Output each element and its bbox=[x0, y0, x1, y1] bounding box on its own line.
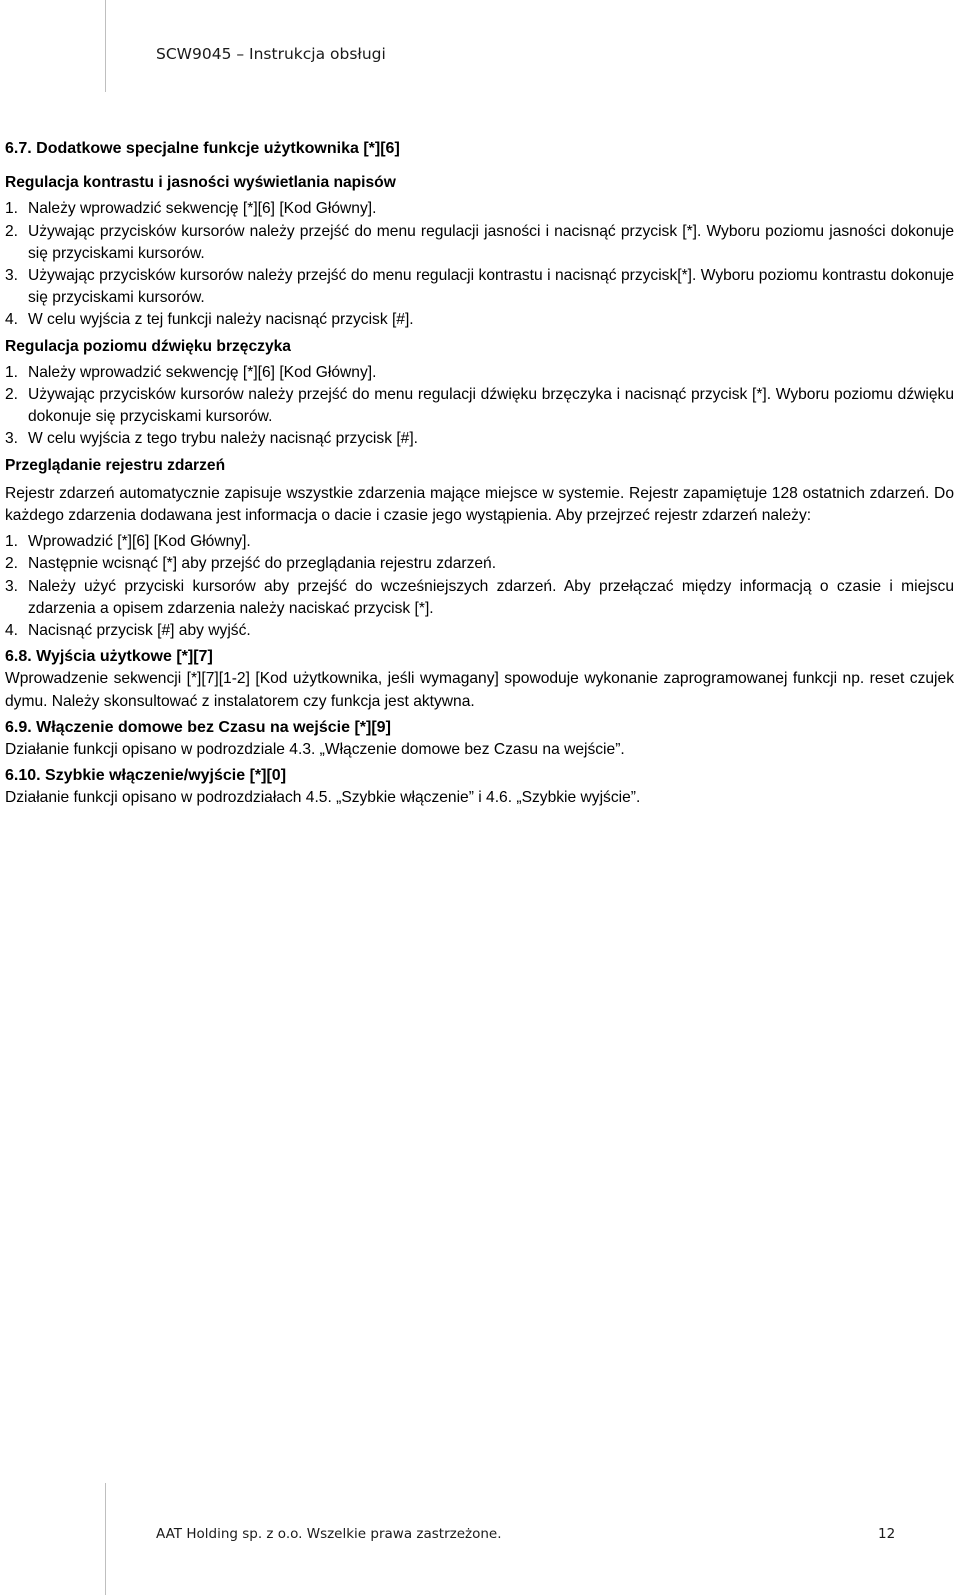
contrast-heading: Regulacja kontrastu i jasności wyświetlania napisów bbox=[5, 174, 396, 192]
header-divider bbox=[105, 0, 106, 92]
section-6-8-body: Wprowadzenie sekwencji [*][7][1-2] [Kod użytkownika, jeśli wymagany] spowoduje wykonanie zaprogramowanej funkcji np. reset czujek dymu. Należy skonsultować z instalatorem czy funkcja jest aktywna. bbox=[5, 670, 954, 710]
list-text: Należy wprowadzić sekwencję [*][6] [Kod Główny]. bbox=[28, 363, 377, 381]
list-number: 3. bbox=[5, 577, 19, 595]
list-number: 1. bbox=[5, 200, 19, 218]
list-item bbox=[5, 531, 954, 553]
list-item bbox=[5, 384, 954, 428]
page-content bbox=[5, 138, 954, 810]
list-item bbox=[5, 553, 954, 575]
section-6-7-heading: 6.7. Dodatkowe specjalne funkcje użytkownika [*][6] bbox=[5, 140, 400, 157]
list-item bbox=[5, 362, 954, 384]
event-log-heading: Przeglądanie rejestru zdarzeń bbox=[5, 456, 226, 474]
list-text: Używając przycisków kursorów należy przejść do menu regulacji jasności i nacisnąć przycisk [*]. Wyboru poziomu jasności dokonuje się przyciskami kursorów. bbox=[28, 222, 954, 262]
list-text: W celu wyjścia z tej funkcji należy nacisnąć przycisk [#]. bbox=[28, 311, 414, 329]
event-log-intro: Rejestr zdarzeń automatycznie zapisuje wszystkie zdarzenia mające miejsce w systemie. Rejestr zapamiętuje 128 ostatnich zdarzeń. Do każdego zdarzenia dodawana jest informacja o dacie i czasie jego wystąpienia. Aby przejrzeć rejestr zdarzeń należy: bbox=[5, 484, 954, 525]
list-text: Następnie wcisnąć [*] aby przejść do przeglądania rejestru zdarzeń. bbox=[28, 555, 497, 573]
list-text: Używając przycisków kursorów należy przejść do menu regulacji dźwięku brzęczyka i nacisnąć przycisk [*]. Wyboru poziomu dźwięku dokonuje się przyciskami kursorów. bbox=[28, 386, 954, 426]
page-number: 12 bbox=[878, 1526, 896, 1542]
list-text: Nacisnąć przycisk [#] aby wyjść. bbox=[28, 622, 251, 640]
buzzer-heading: Regulacja poziomu dźwięku brzęczyka bbox=[5, 337, 291, 355]
list-item bbox=[5, 576, 954, 620]
list-item bbox=[5, 265, 954, 309]
section-6-10-body: Działanie funkcji opisano w podrozdziałach 4.5. „Szybkie włączenie” i 4.6. „Szybkie wyjście”. bbox=[5, 789, 641, 807]
list-item bbox=[5, 620, 954, 642]
document-title: SCW9045 – Instrukcja obsługi bbox=[156, 45, 386, 63]
section-6-9-heading: 6.9. Włączenie domowe bez Czasu na wejście [*][9] bbox=[5, 718, 391, 736]
footer-divider bbox=[105, 1483, 106, 1595]
list-number: 1. bbox=[5, 533, 19, 551]
list-item bbox=[5, 198, 954, 220]
list-number: 3. bbox=[5, 267, 19, 285]
list-number: 1. bbox=[5, 363, 19, 381]
section-6-8-heading: 6.8. Wyjścia użytkowe [*][7] bbox=[5, 648, 213, 666]
list-item bbox=[5, 428, 954, 450]
list-number: 4. bbox=[5, 311, 19, 329]
list-text: Wprowadzić [*][6] [Kod Główny]. bbox=[28, 533, 251, 551]
list-text: Należy użyć przyciski kursorów aby przejść do wcześniejszych zdarzeń. Aby przełączać między informacją o czasie i miejscu zdarzenia a opisem zdarzenia należy naciskać przycisk [*]. bbox=[28, 577, 954, 617]
section-6-10-heading: 6.10. Szybkie włączenie/wyjście [*][0] bbox=[5, 767, 287, 785]
list-text: Należy wprowadzić sekwencję [*][6] [Kod Główny]. bbox=[28, 200, 377, 218]
footer-copyright: AAT Holding sp. z o.o. Wszelkie prawa zastrzeżone. bbox=[156, 1526, 502, 1542]
list-item bbox=[5, 221, 954, 265]
list-text: Używając przycisków kursorów należy przejść do menu regulacji kontrastu i nacisnąć przycisk[*]. Wyboru poziomu kontrastu dokonuje się przyciskami kursorów. bbox=[28, 267, 954, 307]
list-number: 2. bbox=[5, 555, 19, 573]
list-number: 2. bbox=[5, 386, 19, 404]
list-number: 4. bbox=[5, 622, 19, 640]
list-text: W celu wyjścia z tego trybu należy nacisnąć przycisk [#]. bbox=[28, 430, 418, 448]
list-number: 3. bbox=[5, 430, 19, 448]
section-6-9-body: Działanie funkcji opisano w podrozdziale 4.3. „Włączenie domowe bez Czasu na wejście”. bbox=[5, 741, 625, 759]
list-item bbox=[5, 309, 954, 331]
list-number: 2. bbox=[5, 222, 19, 240]
